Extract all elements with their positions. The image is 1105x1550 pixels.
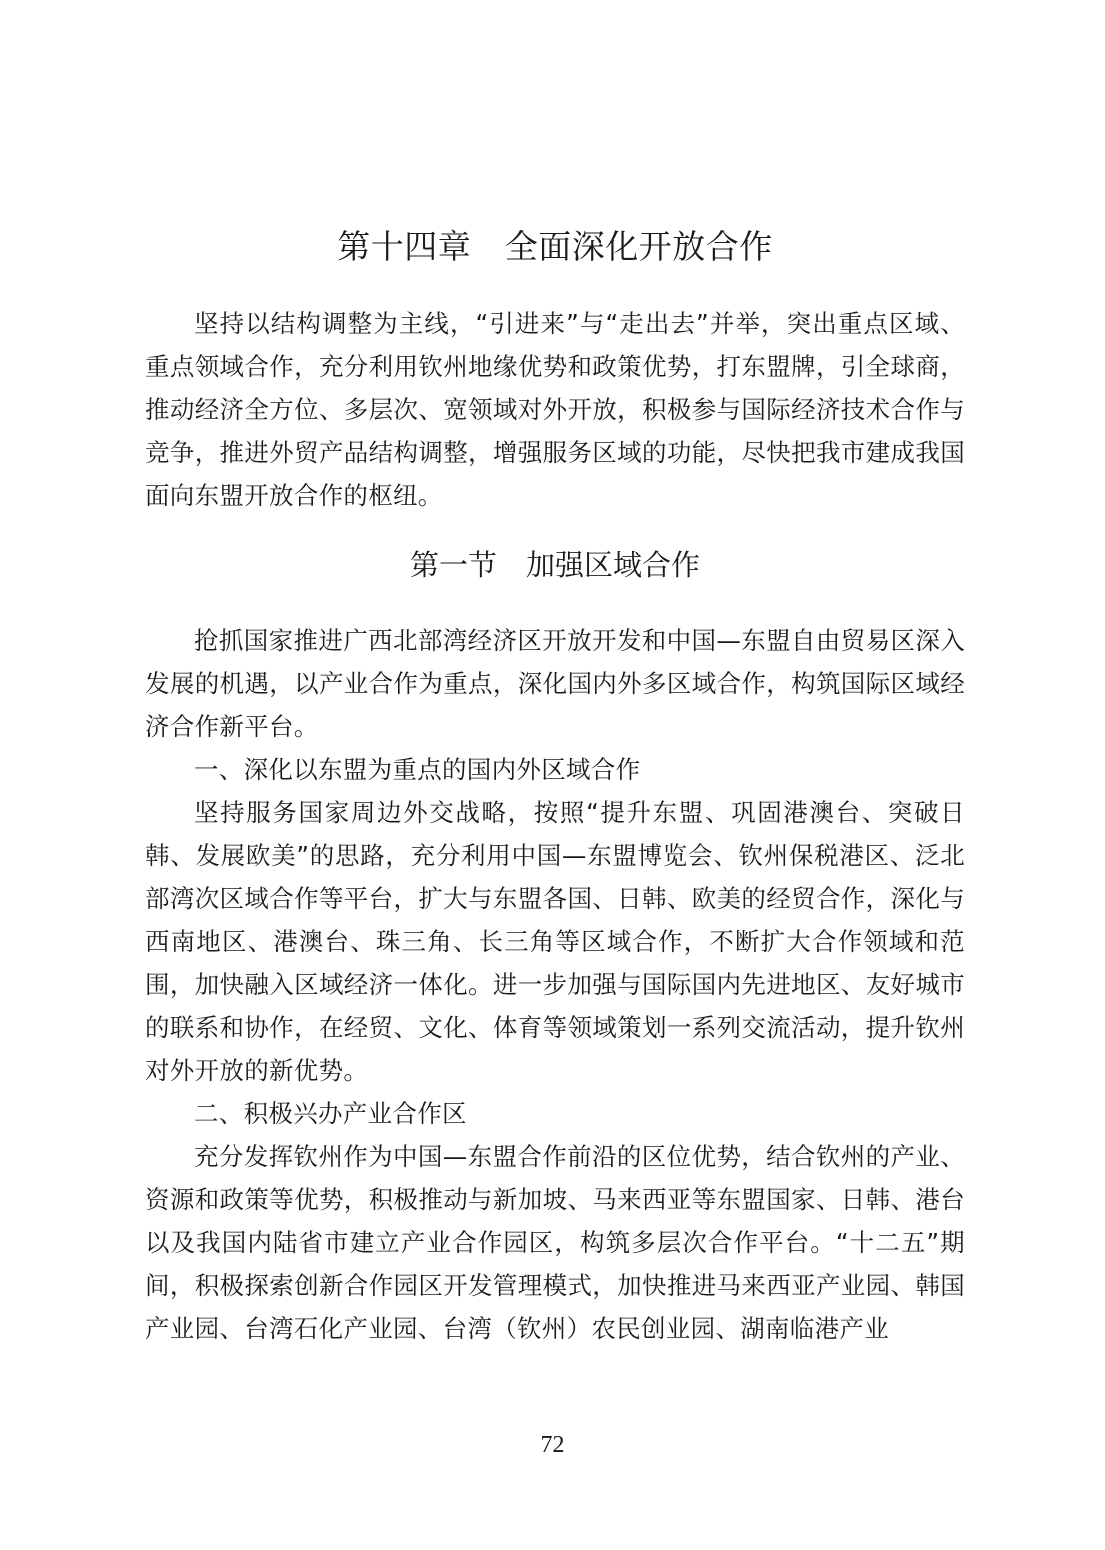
subsection-heading-1: 一、深化以东盟为重点的国内外区域合作: [194, 755, 641, 784]
subsection-body-2: 充分发挥钦州作为中国—东盟合作前沿的区位优势，结合钦州的产业、资源和政策等优势，积极推动与新加坡、马来西亚等东盟国家、日韩、港台以及我国内陆省市建立产业合作园区，构筑多层次合作平台。“十二五”期间，积极探索创新合作园区开发管理模式，加快推进马来西亚产业园、韩国产业园、台湾石化产业园、台湾（钦州）农民创业园、湖南临港产业: [145, 1142, 965, 1343]
subsection-body-1: 坚持服务国家周边外交战略，按照“提升东盟、巩固港澳台、突破日韩、发展欧美”的思路，充分利用中国—东盟博览会、钦州保税港区、泛北部湾次区域合作等平台，扩大与东盟各国、日韩、欧美的经贸合作，深化与西南地区、港澳台、珠三角、长三角等区域合作，不断扩大合作领域和范围，加快融入区域经济一体化。进一步加强与国际国内先进地区、友好城市的联系和协作，在经贸、文化、体育等领域策划一系列交流活动，提升钦州对外开放的新优势。: [145, 798, 965, 1085]
section-title: 第一节 加强区域合作: [409, 548, 700, 582]
page-content: [145, 222, 965, 1350]
chapter-title: 第十四章 全面深化开放合作: [337, 227, 773, 266]
section-intro-paragraph: 抢抓国家推进广西北部湾经济区开放开发和中国—东盟自由贸易区深入发展的机遇，以产业合作为重点，深化国内外多区域合作，构筑国际区域经济合作新平台。: [145, 626, 965, 741]
subsection-heading-2: 二、积极兴办产业合作区: [194, 1099, 467, 1128]
page-number: 72: [540, 1432, 565, 1458]
chapter-intro-paragraph: 坚持以结构调整为主线，“引进来”与“走出去”并举，突出重点区域、重点领域合作，充分利用钦州地缘优势和政策优势，打东盟牌，引全球商，推动经济全方位、多层次、宽领域对外开放，积极参与国际经济技术合作与竞争，推进外贸产品结构调整，增强服务区域的功能，尽快把我市建成我国面向东盟开放合作的枢纽。: [145, 309, 965, 510]
